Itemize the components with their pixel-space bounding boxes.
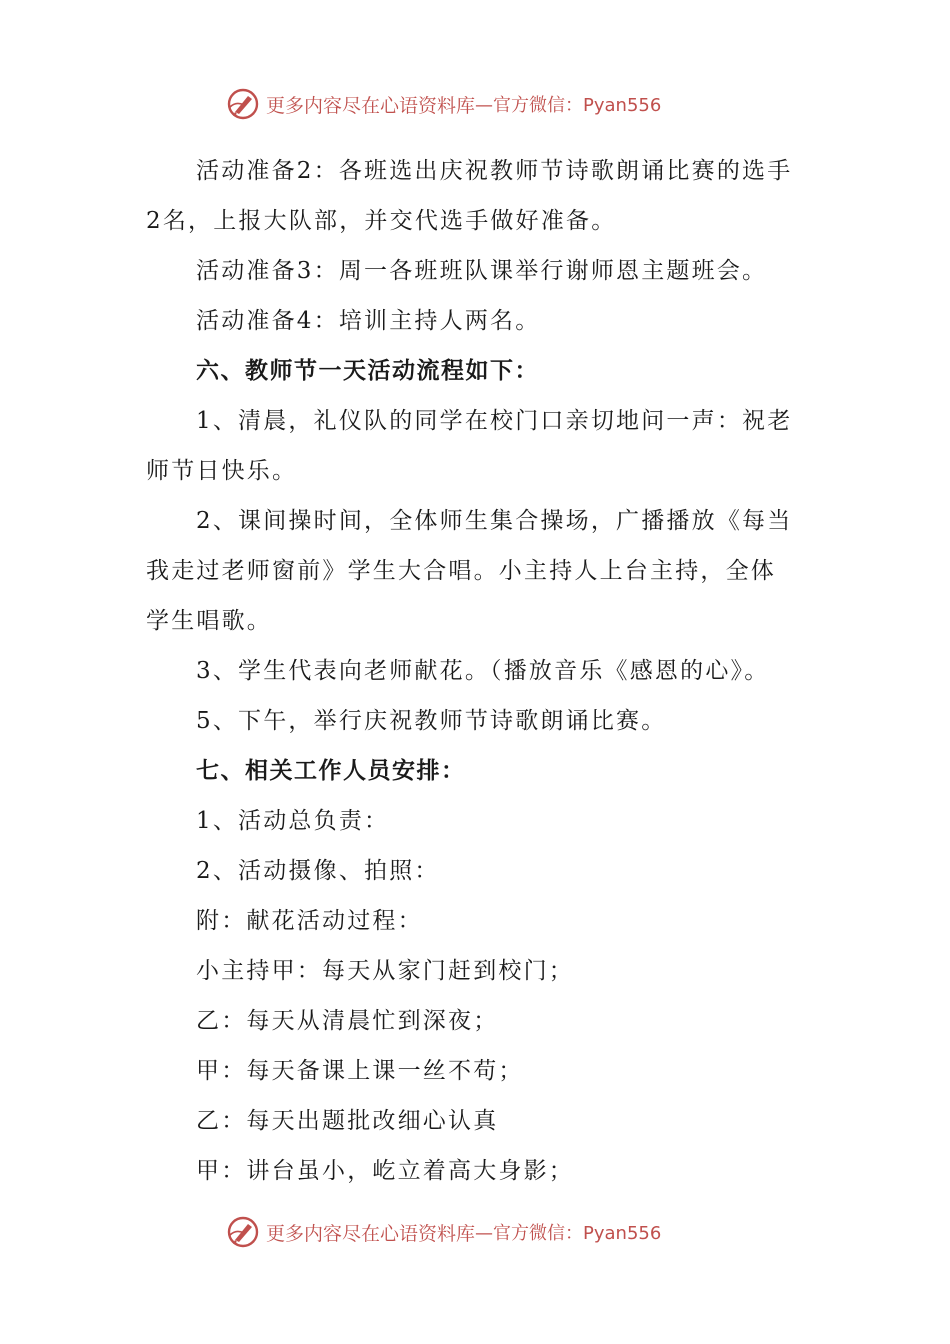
watermark-main-text: 更多内容尽在心语资料库	[266, 1222, 476, 1245]
paragraph-line: 2、活动摄像、拍照：	[196, 858, 440, 884]
paragraph-line: 1、活动总负责：	[196, 808, 390, 834]
watermark-wechat-text: —官方微信：Pyan556	[475, 95, 662, 116]
paragraph-line: 甲：讲台虽小，屹立着高大身影；	[196, 1158, 574, 1184]
section-heading-six: 六、教师节一天活动流程如下：	[196, 358, 539, 384]
paragraph-line: 附：献花活动过程：	[196, 908, 423, 934]
document-body	[146, 146, 810, 1196]
pen-logo-icon	[226, 1215, 260, 1249]
paragraph-line: 师节日快乐。	[146, 458, 298, 484]
watermark-banner-bottom	[226, 1212, 746, 1252]
paragraph-line: 3、学生代表向老师献花。（播放音乐《感恩的心》。	[196, 658, 770, 684]
paragraph-line: 甲：每天备课上课一丝不苟；	[196, 1058, 524, 1084]
paragraph-line: 我走过老师窗前》学生大合唱。小主持人上台主持，全体	[146, 558, 776, 584]
paragraph-line: 1、清晨，礼仪队的同学在校门口亲切地问一声：祝老	[196, 408, 793, 434]
paragraph-line: 5、下午，举行庆祝教师节诗歌朗诵比赛。	[196, 708, 667, 734]
paragraph-line: 小主持甲：每天从家门赶到校门；	[196, 958, 574, 984]
pen-logo-icon	[226, 87, 260, 121]
paragraph-line: 活动准备2：各班选出庆祝教师节诗歌朗诵比赛的选手	[196, 158, 793, 184]
paragraph-line: 活动准备3：周一各班班队课举行谢师恩主题班会。	[196, 258, 768, 284]
paragraph-line: 乙：每天出题批改细心认真	[196, 1108, 499, 1134]
section-heading-seven: 七、相关工作人员安排：	[196, 758, 466, 784]
paragraph-line: 活动准备4：培训主持人两名。	[196, 308, 541, 334]
watermark-banner-top	[226, 84, 746, 124]
watermark-wechat-text: —官方微信：Pyan556	[475, 1223, 662, 1244]
paragraph-line: 2、课间操时间，全体师生集合操场，广播播放《每当	[196, 508, 793, 534]
paragraph-line: 2名，上报大队部，并交代选手做好准备。	[146, 208, 617, 234]
paragraph-line: 学生唱歌。	[146, 608, 272, 634]
paragraph-line: 乙：每天从清晨忙到深夜；	[196, 1008, 499, 1034]
watermark-main-text: 更多内容尽在心语资料库	[266, 94, 476, 117]
